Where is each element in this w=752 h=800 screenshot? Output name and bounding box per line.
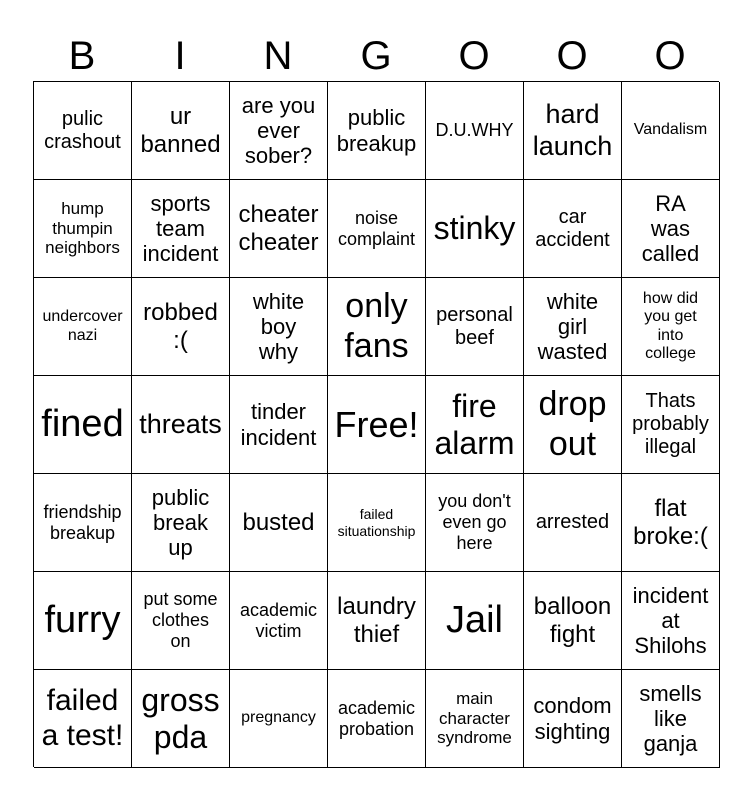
cell-text: threats <box>139 408 222 439</box>
bingo-cell[interactable] <box>34 278 132 376</box>
cell-text: tinder incident <box>240 399 317 450</box>
cell-text: hump thumpin neighbors <box>45 199 120 258</box>
bingo-cell[interactable] <box>132 376 230 474</box>
bingo-cell[interactable] <box>230 376 328 474</box>
cell-text: failed a test! <box>41 684 124 752</box>
bingo-cell[interactable] <box>230 180 328 278</box>
bingo-cell[interactable] <box>622 670 720 768</box>
cell-text: academic probation <box>337 697 416 739</box>
cell-text: car accident <box>535 205 610 251</box>
cell-text: public breakup <box>336 105 417 156</box>
cell-text: sports team incident <box>142 190 219 267</box>
cell-text: D.U.WHY <box>435 120 514 141</box>
bingo-cell[interactable] <box>328 474 426 572</box>
free-space-text: Free! <box>334 403 419 445</box>
bingo-cell[interactable] <box>622 376 720 474</box>
cell-text: incident at Shilohs <box>632 582 709 659</box>
cell-text: balloon fight <box>533 592 612 648</box>
bingo-cell[interactable] <box>524 572 622 670</box>
bingo-cell[interactable] <box>34 670 132 768</box>
cell-text: robbed :( <box>143 298 218 354</box>
header-letter: B <box>68 34 96 78</box>
header-letter: N <box>263 34 293 78</box>
bingo-cell[interactable] <box>34 474 132 572</box>
cell-text: pulic crashout <box>44 107 121 153</box>
cell-text: fined <box>41 402 124 445</box>
bingo-cell[interactable] <box>328 572 426 670</box>
bingo-cell[interactable] <box>622 180 720 278</box>
header-letter: O <box>654 34 686 78</box>
cell-text: you don't even go here <box>438 491 511 553</box>
cell-text: failed situationship <box>337 506 416 539</box>
cell-text: are you ever sober? <box>241 92 316 169</box>
bingo-cell[interactable] <box>132 82 230 180</box>
cell-text: drop out <box>538 385 607 463</box>
bingo-cell[interactable] <box>426 278 524 376</box>
bingo-cell[interactable] <box>132 278 230 376</box>
bingo-free-cell <box>328 376 426 474</box>
bingo-cell[interactable] <box>426 82 524 180</box>
cell-text: busted <box>242 508 315 536</box>
bingo-cell[interactable] <box>230 670 328 768</box>
bingo-cell[interactable] <box>34 180 132 278</box>
cell-text: cheater cheater <box>238 200 319 256</box>
cell-text: laundry thief <box>337 592 416 648</box>
bingo-cell[interactable] <box>34 572 132 670</box>
bingo-cell[interactable] <box>34 376 132 474</box>
header-letter: O <box>556 34 588 78</box>
cell-text: personal beef <box>436 303 513 349</box>
bingo-cell[interactable] <box>524 670 622 768</box>
bingo-cell[interactable] <box>524 376 622 474</box>
bingo-cell[interactable] <box>524 278 622 376</box>
cell-text: noise complaint <box>337 207 416 249</box>
bingo-cell[interactable] <box>328 278 426 376</box>
bingo-cell[interactable] <box>524 82 622 180</box>
cell-text: gross pda <box>141 681 220 755</box>
cell-text: flat broke:( <box>633 494 708 550</box>
header-letter: I <box>174 34 186 78</box>
bingo-cell[interactable] <box>426 180 524 278</box>
cell-text: ur banned <box>140 102 221 158</box>
cell-text: academic victim <box>239 599 318 641</box>
cell-text: white girl wasted <box>537 288 608 365</box>
cell-text: smells like ganja <box>639 680 702 757</box>
cell-text: Thats probably illegal <box>632 390 709 458</box>
bingo-header <box>33 30 719 82</box>
cell-text: friendship breakup <box>43 501 122 543</box>
cell-text: how did you get into college <box>642 289 699 362</box>
header-letter: O <box>458 34 490 78</box>
bingo-cell[interactable] <box>622 278 720 376</box>
bingo-cell[interactable] <box>426 572 524 670</box>
cell-text: fire alarm <box>434 387 515 461</box>
cell-text: Jail <box>445 598 504 641</box>
bingo-cell[interactable] <box>426 376 524 474</box>
bingo-cell[interactable] <box>230 572 328 670</box>
cell-text: stinky <box>433 210 516 247</box>
cell-text: pregnancy <box>241 709 316 727</box>
bingo-card <box>33 81 719 767</box>
bingo-cell[interactable] <box>426 670 524 768</box>
cell-text: hard launch <box>532 99 613 161</box>
bingo-cell[interactable] <box>132 670 230 768</box>
bingo-cell[interactable] <box>622 82 720 180</box>
header-letter: G <box>360 34 392 78</box>
cell-text: put some clothes on <box>143 589 218 651</box>
bingo-cell[interactable] <box>230 82 328 180</box>
cell-text: main character syndrome <box>437 689 512 748</box>
cell-text: condom sighting <box>533 693 612 744</box>
cell-text: RA was called <box>641 190 700 267</box>
cell-text: Vandalism <box>633 121 708 139</box>
bingo-cell[interactable] <box>34 82 132 180</box>
cell-text: white boy why <box>252 288 305 365</box>
cell-text: undercover nazi <box>42 308 123 344</box>
bingo-cell[interactable] <box>230 474 328 572</box>
cell-text: public break up <box>151 484 210 561</box>
bingo-cell[interactable] <box>230 278 328 376</box>
cell-text: arrested <box>535 511 610 533</box>
bingo-cell[interactable] <box>328 670 426 768</box>
bingo-cell[interactable] <box>328 180 426 278</box>
bingo-cell[interactable] <box>132 474 230 572</box>
cell-text: only fans <box>344 287 409 365</box>
bingo-cell[interactable] <box>524 474 622 572</box>
bingo-cell[interactable] <box>622 474 720 572</box>
bingo-cell[interactable] <box>132 180 230 278</box>
bingo-cell[interactable] <box>132 572 230 670</box>
bingo-cell[interactable] <box>622 572 720 670</box>
bingo-cell[interactable] <box>328 82 426 180</box>
bingo-cell[interactable] <box>524 180 622 278</box>
bingo-cell[interactable] <box>426 474 524 572</box>
cell-text: furry <box>44 598 121 641</box>
